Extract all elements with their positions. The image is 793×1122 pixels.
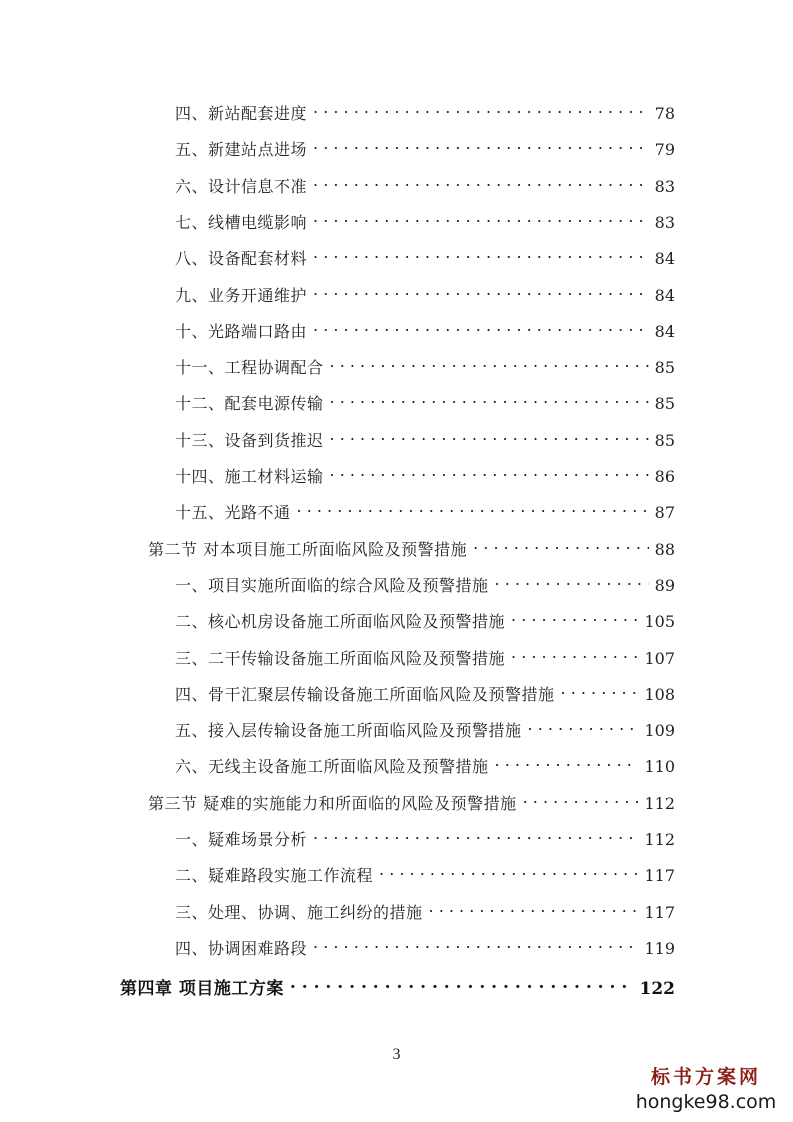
watermark-title: 标书方案网 (650, 1066, 761, 1088)
toc-entry[interactable] (175, 133, 675, 159)
toc-entry-title: 十三、设备到货推迟 (175, 431, 324, 450)
toc-entry-page: 86 (654, 467, 675, 486)
toc-entry-page: 84 (654, 249, 675, 268)
toc-entry[interactable] (175, 206, 675, 232)
toc-entry-title: 二、核心机房设备施工所面临风险及预警措施 (175, 612, 506, 631)
toc-leader-dots (313, 823, 638, 845)
toc-entry-title: 三、二干传输设备施工所面临风险及预警措施 (175, 649, 506, 668)
toc-entry[interactable] (175, 642, 675, 668)
toc-entry-title: 二、疑难路段实施工作流程 (175, 866, 374, 885)
toc-entry-title: 四、骨干汇聚层传输设备施工所面临风险及预警措施 (175, 685, 555, 704)
toc-entry-page: 85 (654, 394, 675, 413)
toc-entry[interactable] (175, 605, 675, 631)
toc-entry-title: 六、无线主设备施工所面临风险及预警措施 (175, 757, 489, 776)
toc-entry[interactable] (175, 750, 675, 776)
toc-entry-title: 九、业务开通维护 (175, 286, 308, 305)
toc-leader-dots (313, 315, 649, 337)
toc-leader-dots (313, 242, 649, 264)
toc-entry-title: 五、接入层传输设备施工所面临风险及预警措施 (175, 721, 522, 740)
toc-entry-page: 85 (654, 431, 675, 450)
toc-entry-title: 六、设计信息不准 (175, 177, 308, 196)
toc-leader-dots (495, 750, 639, 772)
toc-entry-page: 108 (644, 685, 675, 704)
toc-entry[interactable] (175, 932, 675, 958)
toc-leader-dots (313, 932, 638, 954)
toc-entry-title: 第三节 疑难的实施能力和所面临的风险及预警措施 (148, 794, 517, 813)
watermark-logo (631, 1064, 781, 1114)
page-number: 3 (392, 1046, 401, 1063)
toc-leader-dots (313, 170, 649, 192)
toc-leader-dots (313, 279, 649, 301)
toc-leader-dots (561, 678, 639, 700)
toc-entry[interactable] (175, 678, 675, 704)
toc-entry[interactable] (148, 787, 675, 813)
toc-entry[interactable] (175, 170, 675, 196)
toc-entry-page: 84 (654, 286, 675, 305)
toc-entry[interactable] (175, 859, 675, 885)
toc-entry-page: 84 (654, 322, 675, 341)
toc-entry[interactable] (175, 242, 675, 268)
toc-entry-page: 89 (654, 576, 675, 595)
toc-leader-dots (429, 896, 639, 918)
toc-entry[interactable] (175, 496, 675, 522)
toc-entry-page: 110 (644, 757, 675, 776)
toc-entry-page: 112 (644, 830, 675, 849)
toc-entry[interactable] (175, 569, 675, 595)
toc-entry-title: 十一、工程协调配合 (175, 358, 324, 377)
toc-entry-page: 83 (654, 213, 675, 232)
toc-entry-page: 117 (644, 866, 675, 885)
toc-entry-title: 第四章 项目施工方案 (120, 979, 284, 999)
toc-entry-title: 四、新站配套进度 (175, 104, 308, 123)
toc-leader-dots (330, 387, 649, 409)
toc-entry[interactable] (175, 714, 675, 740)
toc-entry-page: 87 (654, 503, 675, 522)
toc-leader-dots (330, 351, 649, 373)
toc-entry-page: 79 (654, 140, 675, 159)
toc-entry[interactable] (175, 387, 675, 413)
toc-entry-title: 一、疑难场景分析 (175, 830, 308, 849)
toc-entry-page: 78 (654, 104, 675, 123)
toc-leader-dots (495, 569, 649, 591)
toc-entry-page: 112 (644, 794, 675, 813)
toc-leader-dots (523, 787, 639, 809)
toc-entry[interactable] (120, 972, 675, 999)
toc-entry-page: 105 (644, 612, 675, 631)
toc-entry[interactable] (175, 460, 675, 486)
toc-entry-title: 十五、光路不通 (175, 503, 291, 522)
toc-entry-page: 122 (639, 979, 675, 999)
toc-entry-page: 88 (654, 540, 675, 559)
toc-entry-title: 一、项目实施所面临的综合风险及预警措施 (175, 576, 489, 595)
toc-leader-dots (330, 460, 649, 482)
toc-entry-page: 109 (644, 721, 675, 740)
toc-entry-title: 十二、配套电源传输 (175, 394, 324, 413)
toc-entry[interactable] (175, 279, 675, 305)
toc-entry-title: 七、线槽电缆影响 (175, 213, 308, 232)
toc-leader-dots (313, 206, 649, 228)
toc-entry-title: 第二节 对本项目施工所面临风险及预警措施 (148, 540, 468, 559)
toc-entry-title: 五、新建站点进场 (175, 140, 308, 159)
toc-leader-dots (330, 424, 649, 446)
toc-entry-title: 十、光路端口路由 (175, 322, 308, 341)
toc-leader-dots (297, 496, 649, 518)
toc-entry-page: 107 (644, 649, 675, 668)
toc-leader-dots (290, 972, 634, 994)
toc-entry[interactable] (175, 351, 675, 377)
toc-leader-dots (313, 97, 649, 119)
toc-entry-page: 83 (654, 177, 675, 196)
toc-entry[interactable] (175, 896, 675, 922)
toc-leader-dots (511, 605, 638, 627)
toc-entry[interactable] (175, 823, 675, 849)
toc-entry-page: 119 (644, 939, 675, 958)
toc-entry[interactable] (148, 533, 675, 559)
toc-entry-title: 四、协调困难路段 (175, 939, 308, 958)
toc-leader-dots (511, 642, 638, 664)
toc-entry[interactable] (175, 97, 675, 123)
toc-leader-dots (313, 133, 649, 155)
toc-leader-dots (473, 533, 649, 555)
watermark-url: hongke98.com (635, 1091, 777, 1113)
toc-entry-page: 117 (644, 903, 675, 922)
toc-entry-title: 八、设备配套材料 (175, 249, 308, 268)
toc-entry-page: 85 (654, 358, 675, 377)
toc-leader-dots (528, 714, 639, 736)
toc-entry[interactable] (175, 424, 675, 450)
toc-entry-title: 十四、施工材料运输 (175, 467, 324, 486)
toc-entry[interactable] (175, 315, 675, 341)
toc-leader-dots (379, 859, 638, 881)
toc-entry-title: 三、处理、协调、施工纠纷的措施 (175, 903, 423, 922)
